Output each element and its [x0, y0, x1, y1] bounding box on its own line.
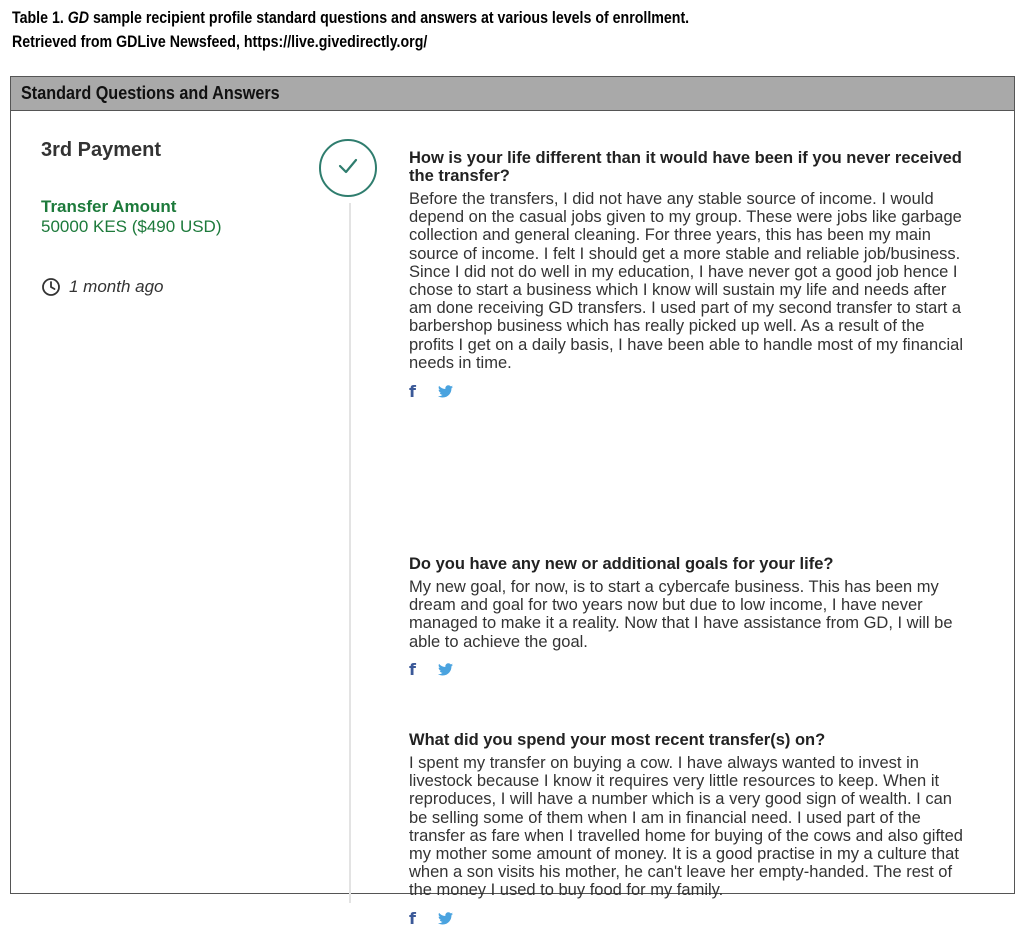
panel-header-title: Standard Questions and Answers	[21, 83, 280, 103]
clock-icon	[41, 277, 61, 297]
qa-item	[409, 731, 969, 928]
table-caption	[12, 6, 1010, 54]
twitter-icon[interactable]	[438, 663, 453, 676]
caption-table-label: Table 1.	[12, 9, 64, 27]
qa-item	[409, 555, 969, 679]
timeline-line	[349, 203, 351, 903]
facebook-icon[interactable]: f	[409, 909, 416, 929]
twitter-icon[interactable]	[438, 912, 453, 925]
checkmark-icon	[336, 154, 360, 183]
answer-text: Before the transfers, I did not have any stable source of income. I would depend on the casual jobs given to my group. These were jobs like garbage collection and general cleaning. For three years, this has been my main source of income. I felt I should get a more stable and reliable job/business. Since I did not do well in my education, I have never got a good job hence I chose to start a business which I know will sustain my life and needs after am done receiving GD transfers. I used part of my second transfer to start a barbershop business which has really picked up well. As a result of the profits I get on a daily basis, I have been able to handle most of my financial needs in time.	[409, 190, 963, 372]
share-row	[409, 661, 969, 679]
payment-title: 3rd Payment	[41, 139, 162, 161]
transfer-amount-value: 50000 KES ($490 USD)	[41, 217, 222, 236]
payment-summary	[41, 137, 311, 297]
facebook-icon[interactable]: f	[409, 660, 416, 680]
caption-gd: GD	[67, 9, 90, 27]
payment-status-badge	[319, 139, 377, 197]
time-ago-row	[41, 277, 311, 297]
caption-line-1-rest: sample recipient profile standard questions and answers at various levels of enrollment.	[92, 9, 690, 27]
transfer-amount-label: Transfer Amount	[41, 197, 177, 216]
caption-line-2: Retrieved from GDLive Newsfeed, https://live.givedirectly.org/	[12, 33, 428, 51]
caption-line-1	[12, 6, 1010, 30]
twitter-icon[interactable]	[438, 385, 453, 398]
panel-header	[11, 77, 1014, 111]
question-text: Do you have any new or additional goals for your life?	[409, 555, 834, 573]
share-row	[409, 910, 969, 928]
question-text: What did you spend your most recent transfer(s) on?	[409, 731, 826, 749]
facebook-icon[interactable]: f	[409, 381, 416, 401]
answer-text: My new goal, for now, is to start a cybercafe business. This has been my dream and goal for two years now but due to low income, I have never managed to make it a reality. Now that I have assistance from GD, I will be able to achieve the goal.	[409, 578, 953, 651]
qa-panel	[10, 76, 1015, 929]
qa-item	[409, 149, 969, 400]
time-ago-text: 1 month ago	[69, 277, 164, 296]
answer-text: I spent my transfer on buying a cow. I have always wanted to invest in livestock because I know it requires very little resources to keep. When it reproduces, I will have a number which is a very good sign of wealth. I can be selling some of them when I am in financial need. I used part of the transfer as fare when I travelled home for buying of the cows and also gifted my mother some amount of money. It is a good practise in my a culture that when a son visits his mother, he can't leave her empty-handed. The rest of the money I used to buy food for my family.	[409, 754, 963, 900]
share-row	[409, 382, 969, 400]
question-text: How is your life different than it would have been if you never received the transfer?	[409, 149, 962, 185]
